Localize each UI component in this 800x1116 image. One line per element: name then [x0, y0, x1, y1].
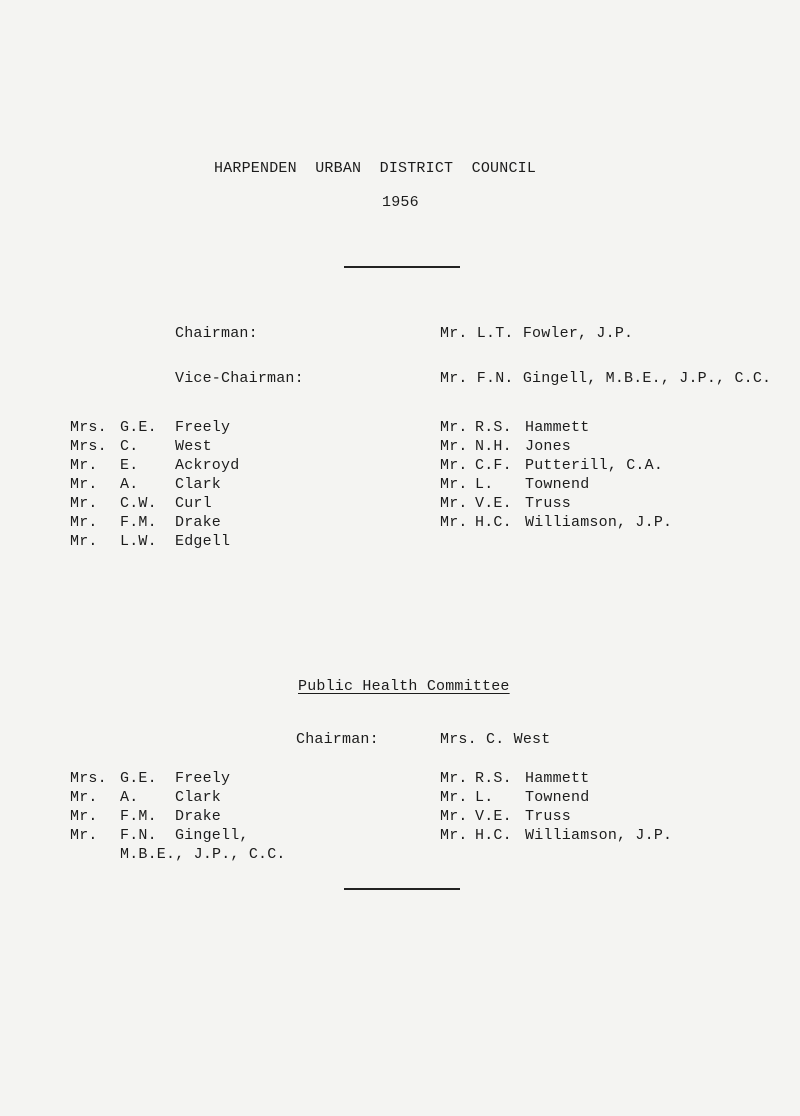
council-member-row	[0, 495, 800, 515]
member-title: Mr.	[440, 457, 468, 474]
member-initials: L.	[475, 476, 494, 493]
member-name: Hammett	[525, 419, 590, 436]
member-title: Mr.	[440, 808, 468, 825]
member-initials: L.	[475, 789, 494, 806]
member-title: Mr.	[440, 419, 468, 436]
member-initials: E.	[120, 457, 139, 474]
member-title: Mr.	[70, 533, 98, 550]
vice-chairman-label: Vice-Chairman:	[175, 370, 304, 387]
member-name: Ackroyd	[175, 457, 240, 474]
member-title: Mr.	[440, 438, 468, 455]
member-initials: A.	[120, 789, 139, 806]
committee-title: Public Health Committee	[298, 678, 510, 695]
member-title: Mr.	[70, 827, 98, 844]
member-title: Mr.	[440, 514, 468, 531]
member-name: Williamson, J.P.	[525, 827, 673, 844]
member-initials: G.E.	[120, 419, 157, 436]
member-name: Drake	[175, 808, 222, 825]
header-divider	[344, 266, 460, 268]
member-name: West	[175, 438, 212, 455]
member-name: Drake	[175, 514, 222, 531]
member-name: Freely	[175, 419, 231, 436]
member-title: Mr.	[440, 770, 468, 787]
committee-chairman-label: Chairman:	[296, 731, 379, 748]
member-name: Jones	[525, 438, 572, 455]
member-name: Williamson, J.P.	[525, 514, 673, 531]
member-title: Mr.	[440, 476, 468, 493]
member-initials: N.H.	[475, 438, 512, 455]
committee-member-row	[0, 789, 800, 809]
member-name: Townend	[525, 476, 590, 493]
member-initials: F.M.	[120, 808, 157, 825]
member-title: Mr.	[70, 495, 98, 512]
member-title: Mr.	[440, 789, 468, 806]
member-initials: F.N.	[120, 827, 157, 844]
council-member-row	[0, 514, 800, 534]
member-name: Truss	[525, 495, 572, 512]
member-initials: L.W.	[120, 533, 157, 550]
council-title: HARPENDEN URBAN DISTRICT COUNCIL	[214, 160, 537, 177]
member-name: Truss	[525, 808, 572, 825]
council-member-row	[0, 457, 800, 477]
committee-member-row	[0, 827, 800, 847]
member-name: Freely	[175, 770, 231, 787]
member-name: Hammett	[525, 770, 590, 787]
member-honours: M.B.E., J.P., C.C.	[120, 846, 286, 863]
member-initials: C.	[120, 438, 139, 455]
member-title: Mrs.	[70, 770, 107, 787]
member-name: Clark	[175, 789, 222, 806]
member-title: Mr.	[70, 789, 98, 806]
member-initials: F.M.	[120, 514, 157, 531]
chairman-name: Mr. L.T. Fowler, J.P.	[440, 325, 634, 342]
footer-divider	[344, 888, 460, 890]
member-initials: H.C.	[475, 827, 512, 844]
member-name: Gingell,	[175, 827, 249, 844]
member-title: Mr.	[70, 457, 98, 474]
member-name: Curl	[175, 495, 212, 512]
member-initials: H.C.	[475, 514, 512, 531]
member-title: Mr.	[70, 476, 98, 493]
vice-chairman-name: Mr. F.N. Gingell, M.B.E., J.P., C.C.	[440, 370, 772, 387]
member-name: Putterill, C.A.	[525, 457, 664, 474]
member-initials: V.E.	[475, 808, 512, 825]
member-name: Edgell	[175, 533, 231, 550]
member-initials: G.E.	[120, 770, 157, 787]
member-title: Mr.	[440, 495, 468, 512]
member-initials: A.	[120, 476, 139, 493]
council-member-row	[0, 438, 800, 458]
member-name: Townend	[525, 789, 590, 806]
member-initials: V.E.	[475, 495, 512, 512]
member-initials: C.W.	[120, 495, 157, 512]
committee-member-row	[0, 808, 800, 828]
council-member-row	[0, 476, 800, 496]
member-initials: R.S.	[475, 770, 512, 787]
member-title: Mr.	[70, 514, 98, 531]
member-title: Mr.	[440, 827, 468, 844]
committee-member-row	[0, 770, 800, 790]
council-member-row	[0, 533, 800, 553]
council-member-row	[0, 419, 800, 439]
chairman-label: Chairman:	[175, 325, 258, 342]
member-initials: C.F.	[475, 457, 512, 474]
committee-chairman-name: Mrs. C. West	[440, 731, 551, 748]
member-initials: R.S.	[475, 419, 512, 436]
member-title: Mr.	[70, 808, 98, 825]
member-title: Mrs.	[70, 419, 107, 436]
year: 1956	[382, 194, 419, 211]
member-name: Clark	[175, 476, 222, 493]
member-title: Mrs.	[70, 438, 107, 455]
